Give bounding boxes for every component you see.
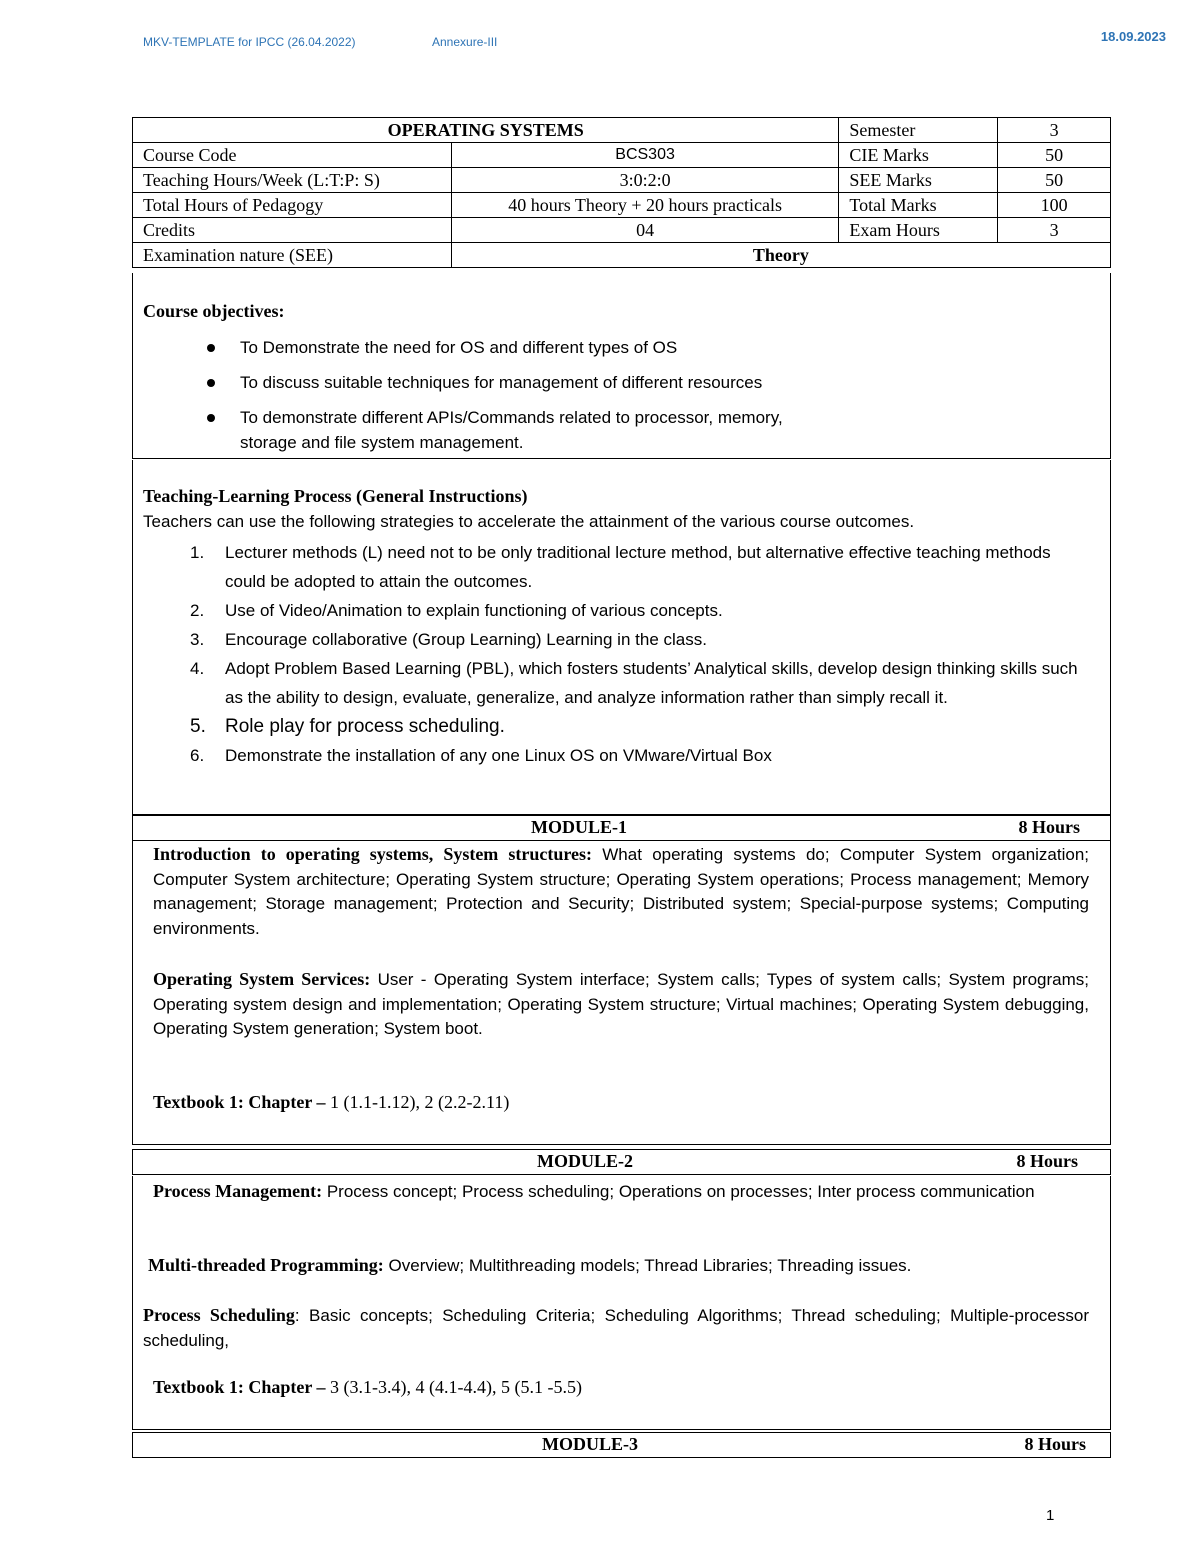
module-3-header — [132, 1432, 1111, 1458]
module-2-body — [132, 1176, 1111, 1430]
objectives-section — [132, 273, 1111, 459]
textbook-chapters: 1 (1.1-1.12), 2 (2.2-2.11) — [325, 1092, 510, 1112]
textbook-label: Textbook 1: Chapter – — [153, 1092, 326, 1112]
teaching-list — [133, 538, 1085, 770]
teaching-title: Teaching-Learning Process (General Instructions) — [143, 486, 528, 506]
topic-text: Overview; Multithreading models; Thread Libraries; Threading issues. — [383, 1256, 912, 1275]
info-value: 40 hours Theory + 20 hours practicals — [451, 193, 839, 218]
topic-heading: Multi-threaded Programming: — [148, 1255, 384, 1275]
info-label: Teaching Hours/Week (L:T:P: S) — [133, 168, 452, 193]
module-hours: 8 Hours — [1018, 817, 1080, 837]
item-text: Demonstrate the installation of any one Linux OS on VMware/Virtual Box — [225, 746, 772, 765]
topic-text: Process concept; Process scheduling; Operations on processes; Inter process communication — [322, 1182, 1035, 1201]
topic-text: : Basic concepts; Scheduling Criteria; Scheduling Algorithms; Thread scheduling; Multiple-processor scheduling, — [143, 1306, 1090, 1350]
annexure-label: Annexure-III — [432, 35, 498, 49]
info-label: Credits — [133, 218, 452, 243]
table-row — [133, 243, 1111, 268]
list-item — [133, 741, 1085, 770]
info-label: SEE Marks — [839, 168, 998, 193]
item-text: Use of Video/Animation to explain functioning of various concepts. — [225, 601, 723, 620]
module-2-textbook — [153, 1377, 582, 1398]
textbook-label: Textbook 1: Chapter – — [153, 1377, 326, 1397]
module-1-textbook — [153, 1092, 509, 1113]
info-value: 3:0:2:0 — [451, 168, 839, 193]
info-value: 04 — [451, 218, 839, 243]
info-label: Total Hours of Pedagogy — [133, 193, 452, 218]
teaching-intro: Teachers can use the following strategies to accelerate the attainment of the various course outcomes. — [143, 512, 915, 531]
info-value: BCS303 — [451, 143, 839, 168]
list-item: To demonstrate different APIs/Commands related to processor, memory, storage and file system management. — [133, 405, 800, 455]
module-title: MODULE-3 — [542, 1434, 638, 1454]
table-row — [133, 193, 1111, 218]
module-2-paragraph-2 — [148, 1253, 1089, 1279]
table-row — [133, 143, 1111, 168]
module-2-paragraph-3 — [143, 1303, 1089, 1353]
course-title: OPERATING SYSTEMS — [133, 118, 839, 143]
info-value: Theory — [451, 243, 1110, 268]
module-2-paragraph-1 — [153, 1179, 1089, 1205]
info-label: CIE Marks — [839, 143, 998, 168]
item-text: Role play for process scheduling. — [225, 716, 505, 737]
module-2-header — [132, 1149, 1111, 1175]
list-item — [133, 538, 1085, 596]
info-value: 50 — [998, 168, 1111, 193]
module-hours: 8 Hours — [1016, 1151, 1078, 1171]
table-row — [133, 118, 1111, 143]
textbook-chapters: 3 (3.1-3.4), 4 (4.1-4.4), 5 (5.1 -5.5) — [325, 1377, 582, 1397]
info-value: 50 — [998, 143, 1111, 168]
table-row — [133, 218, 1111, 243]
item-text: Encourage collaborative (Group Learning) Learning in the class. — [225, 630, 707, 649]
list-item — [133, 625, 1085, 654]
module-1-paragraph-1 — [153, 842, 1089, 941]
info-label: Exam Hours — [839, 218, 998, 243]
item-number: 5. — [190, 716, 206, 737]
list-item — [133, 654, 1085, 712]
item-text: Lecturer methods (L) need not to be only traditional lecture method, but alternative effective teaching methods could be adopted to attain the outcomes. — [225, 543, 1051, 591]
module-title: MODULE-1 — [531, 817, 627, 837]
topic-text: What operating systems do; Computer System organization; Computer System architecture; Operating System structure; Operating System operations; Process management; Memory management; Storage management; Protection and Security; Distributed system; Special-purpose systems; Computing environments. — [153, 845, 1090, 938]
module-hours: 8 Hours — [1024, 1434, 1086, 1454]
table-row — [133, 168, 1111, 193]
topic-heading: Introduction to operating systems, System structures: — [153, 844, 592, 864]
teaching-section — [132, 460, 1111, 815]
course-info-table — [132, 117, 1111, 268]
module-1-body — [132, 841, 1111, 1145]
info-value: 100 — [998, 193, 1111, 218]
document-date: 18.09.2023 — [1100, 29, 1166, 44]
objectives-list — [133, 335, 1110, 465]
info-value: 3 — [998, 118, 1111, 143]
template-label: MKV-TEMPLATE for IPCC (26.04.2022) — [143, 35, 356, 49]
module-1-paragraph-2 — [153, 967, 1089, 1042]
info-label: Examination nature (SEE) — [133, 243, 452, 268]
page-number: 1 — [1046, 1507, 1055, 1524]
info-label: Semester — [839, 118, 998, 143]
item-number: 1. — [190, 543, 205, 562]
item-text: Adopt Problem Based Learning (PBL), which fosters students’ Analytical skills, develop design thinking skills such as the ability to design, evaluate, generalize, and analyze information rather than simply recall it. — [225, 659, 1078, 707]
topic-heading: Process Scheduling — [143, 1305, 295, 1325]
topic-heading: Process Management: — [153, 1181, 323, 1201]
info-label: Course Code — [133, 143, 452, 168]
list-item: To discuss suitable techniques for management of different resources — [133, 370, 800, 395]
item-number: 4. — [190, 659, 205, 678]
list-item — [133, 712, 1085, 741]
topic-heading: Operating System Services: — [153, 969, 371, 989]
topic-text: User - Operating System interface; System calls; Types of system calls; System programs; Operating system design and implementation; Operating System structure; Virtual machines; Operating System debugging, Operating System generation; System boot. — [153, 970, 1089, 1038]
module-1-header — [132, 815, 1111, 841]
objectives-title: Course objectives: — [143, 301, 285, 321]
item-number: 6. — [190, 746, 205, 765]
list-item: To Demonstrate the need for OS and different types of OS — [133, 335, 800, 360]
info-value: 3 — [998, 218, 1111, 243]
info-label: Total Marks — [839, 193, 998, 218]
item-number: 3. — [190, 630, 205, 649]
list-item — [133, 596, 1085, 625]
item-number: 2. — [190, 601, 205, 620]
module-title: MODULE-2 — [537, 1151, 633, 1171]
